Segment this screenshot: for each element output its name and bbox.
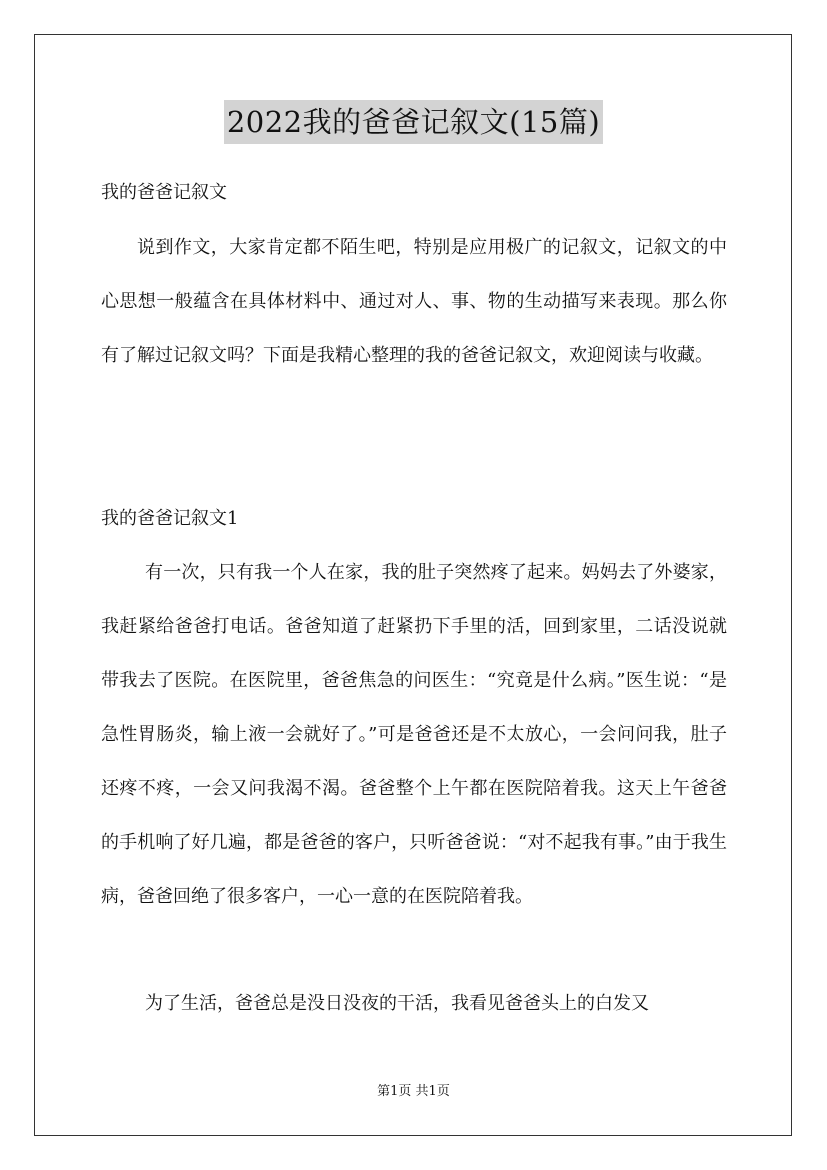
section-1-paragraph-1: 有一次，只有我一个人在家，我的肚子突然疼了起来。妈妈去了外婆家，我赶紧给爸爸打电话。爸爸知道了赶紧扔下手里的活，回到家里，二话没说就带我去了医院。在医院里，爸爸焦急的问医生：“究竟是什么病。”医生说：“是急性胃肠炎，输上液一会就好了。”可是爸爸还是不太放心，一会问问我，肚子还疼不疼，一会又问我渴不渴。爸爸整个上午都在医院陪着我。这天上午爸爸的手机响了好几遍，都是爸爸的客户，只听爸爸说：“对不起我有事。”由于我生病，爸爸回绝了很多客户，一心一意的在医院陪着我。 <box>101 562 727 907</box>
intro-paragraph: 说到作文，大家肯定都不陌生吧，特别是应用极广的记叙文，记叙文的中心思想一般蕴含在具体材料中、通过对人、事、物的生动描写来表现。那么你有了解过记叙文吗？下面是我精心整理的我的爸爸记叙文，欢迎阅读与收藏。 <box>101 237 727 366</box>
title-container <box>0 100 827 144</box>
section-heading-1: 我的爸爸记叙文1 <box>101 508 239 529</box>
page-footer: 第1页 共1页 <box>377 1084 450 1099</box>
document-title: 2022我的爸爸记叙文(15篇) <box>224 100 603 144</box>
section-1-paragraph-2: 为了生活，爸爸总是没日没夜的干活，我看见爸爸头上的白发又 <box>145 993 649 1014</box>
intro-heading: 我的爸爸记叙文 <box>101 182 227 203</box>
